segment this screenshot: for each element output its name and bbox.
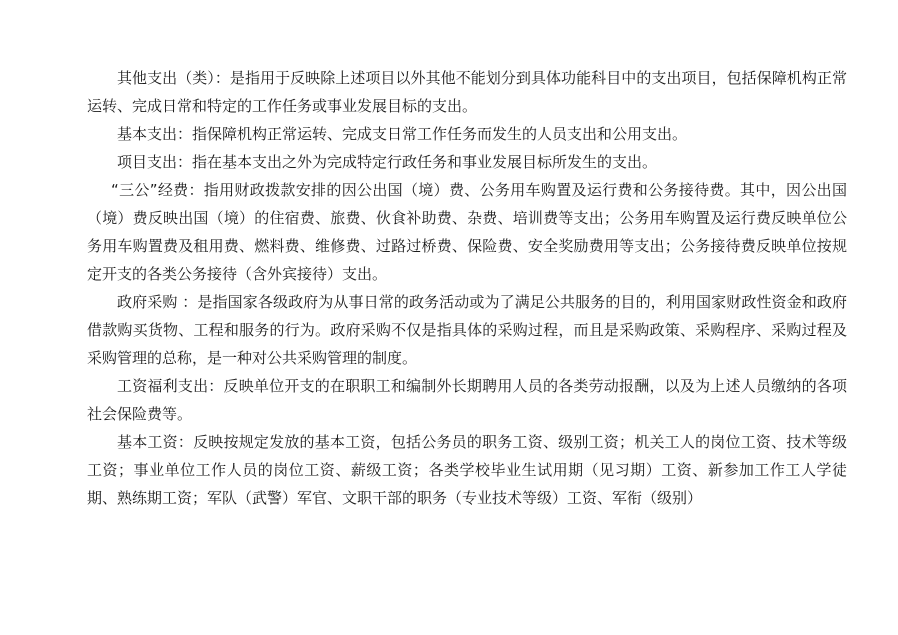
paragraph-government-procurement: 政府采购 ：是指国家各级政府为从事日常的政务活动或为了满足公共服务的目的，利用国家财政性资金和政府借款购买货物、工程和服务的行为。政府采购不仅是指具体的采购过程，而且是采购政策、采购程序、采购过程及采购管理的总称，是一种对公共采购管理的制度。: [87, 293, 847, 367]
paragraph-other-expenditure: 其他支出（类）：是指用于反映除上述项目以外其他不能划分到具体功能科目中的支出项目，包括保障机构正常运转、完成日常和特定的工作任务或事业发展目标的支出。: [87, 69, 847, 115]
paragraph-three-public-expenses: “三公”经费：指用财政拨款安排的因公出国（境）费、公务用车购置及运行费和公务接待费。其中，因公出国（境）费反映出国（境）的住宿费、旅费、伙食补助费、杂费、培训费等支出；公务用车购置及运行费反映单位公务用车购置费及租用费、燃料费、维修费、过路过桥费、保险费、安全奖励费用等支出；公务接待费反映单位按规定开支的各类公务接待（含外宾接待）支出。: [87, 181, 847, 283]
document-body: [87, 64, 847, 512]
paragraph-basic-salary: 基本工资：反映按规定发放的基本工资，包括公务员的职务工资、级别工资；机关工人的岗位工资、技术等级工资；事业单位工作人员的岗位工资、薪级工资；各类学校毕业生试用期（见习期）工资、新参加工作工人学徒期、熟练期工资；军队（武警）军官、文职干部的职务（专业技术等级）工资、军衔（级别）: [87, 433, 847, 507]
paragraph-salary-welfare: 工资福利支出：反映单位开支的在职职工和编制外长期聘用人员的各类劳动报酬，以及为上述人员缴纳的各项社会保险费等。: [87, 377, 847, 423]
paragraph-project-expenditure: 项目支出：指在基本支出之外为完成特定行政任务和事业发展目标所发生的支出。: [117, 153, 658, 171]
paragraph-basic-expenditure: 基本支出：指保障机构正常运转、完成支日常工作任务而发生的人员支出和公用支出。: [117, 125, 688, 143]
